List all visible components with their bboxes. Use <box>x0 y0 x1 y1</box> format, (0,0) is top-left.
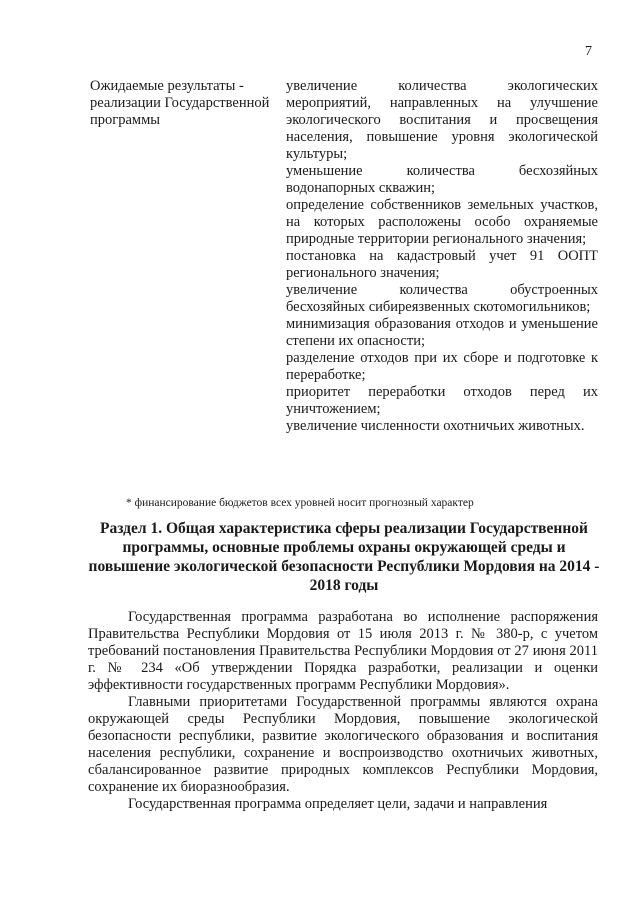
paragraph: Государственная программа разработана во исполнение распоряжения Правительства Республики Мордовия от 15 июля 2013 г. № 380-р, с учетом требований постановления Правительства Республики Мордовия от 27 июня 2011 г. № 234 «Об утверждении Порядка разработки, реализации и оценки эффективности государственных программ Республики Мордовия». <box>88 609 598 693</box>
program-passport-table <box>90 78 598 435</box>
result-item: постановка на кадастровый учет 91 ООПТ регионального значения; <box>286 248 598 281</box>
result-item: уменьшение количества бесхозяйных водонапорных скважин; <box>286 163 598 196</box>
paragraph: Главными приоритетами Государственной программы являются охрана окружающей среды Республики Мордовия, повышение экологической безопасности республики, развитие экологического образования и воспитания населения республики, сохранение и воспроизводство охотничьих животных, сбалансированное развитие природных комплексов Республики Мордовия, сохранение их биоразнообразия. <box>88 694 598 795</box>
footnote: * финансирование бюджетов всех уровней носит прогнозный характер <box>126 497 474 509</box>
paragraph: Государственная программа определяет цели, задачи и направления <box>128 796 548 812</box>
result-item: увеличение количества обустроенных бесхозяйных сибиреязвенных скотомогильников; <box>286 282 598 315</box>
result-item: минимизация образования отходов и уменьшение степени их опасности; <box>286 316 598 349</box>
result-item: приоритет переработки отходов перед их уничтожением; <box>286 384 598 417</box>
result-item: разделение отходов при их сборе и подготовке к переработке; <box>286 350 598 383</box>
passport-row-label: Ожидаемые результаты - реализации Государственной программы <box>90 78 270 128</box>
result-item: увеличение численности охотничьих животных. <box>286 418 585 434</box>
page-number: 7 <box>585 44 592 59</box>
result-item: определение собственников земельных участков, на которых расположены особо охраняемые природные территории регионального значения; <box>286 197 598 247</box>
passport-row-value <box>286 78 598 435</box>
body-text <box>88 609 598 813</box>
result-item: увеличение количества экологических мероприятий, направленных на улучшение экологического воспитания и просвещения населения, повышение уровня экологической культуры; <box>286 78 598 162</box>
section-heading: Раздел 1. Общая характеристика сферы реализации Государственной программы, основные проблемы охраны окружающей среды и повышение экологической безопасности Республики Мордовия на 2014 - 2018 годы <box>88 520 600 594</box>
passport-row-expected-results <box>90 78 598 435</box>
